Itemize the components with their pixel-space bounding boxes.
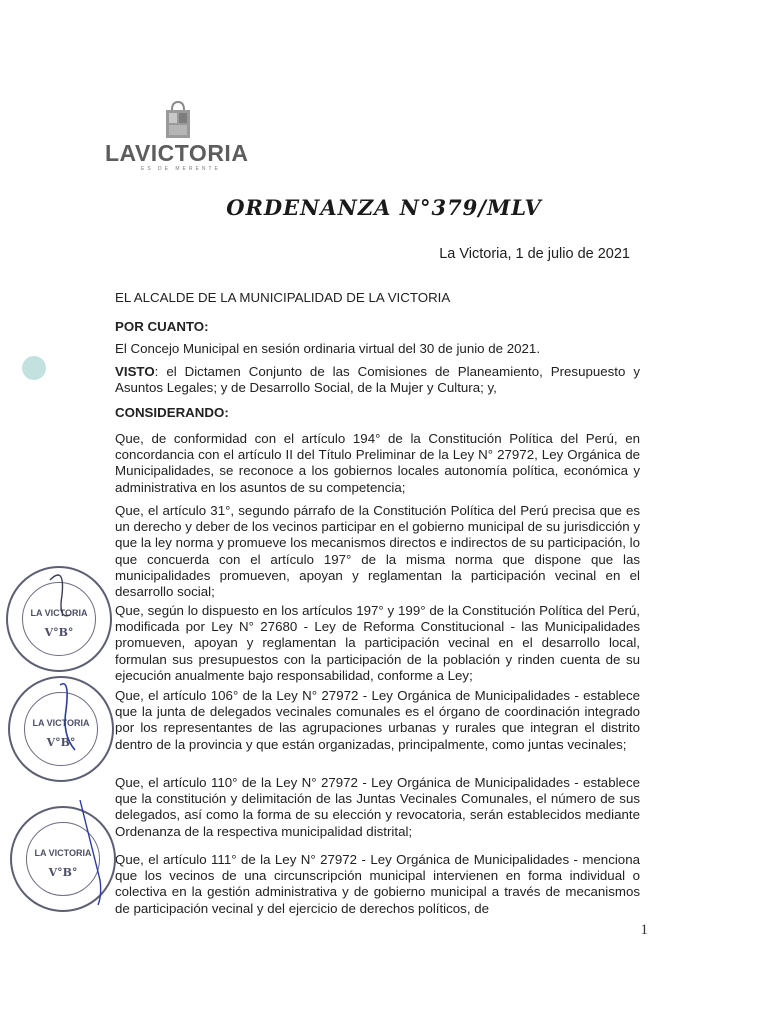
considerando-paragraph-3: Que, según lo dispuesto en los artículos 197° y 199° de la Constitución Política del Perú, modificada por Ley N° 27680 - Ley de Reforma Constitucional - las Municipalidades promueven, apoyan y reglamentan la participación vecinal en el desarrollo local, formulan sus presupuestos con la participación de la población y rinden cuenta de su ejecución anualmente bajo responsabilidad, conforme a Ley;	[115, 603, 640, 683]
stamp-name: LA VICTORIA	[32, 718, 90, 728]
stamp-name: LA VICTORIA	[34, 848, 92, 858]
logo-tagline: ES DE MERENTE	[141, 166, 221, 172]
shopping-bag-icon	[163, 100, 193, 140]
considerando-paragraph-4: Que, el artículo 106° de la Ley N° 27972 - Ley Orgánica de Municipalidades - establece que la junta de delegados vecinales comunales es el órgano de coordinación integrado por los representantes de las agrupaciones urbanas y rurales que integran el distrito dentro de la provincia y que están organizadas, principalmente, como juntas vecinales;	[115, 688, 640, 752]
stamp-name: LA VICTORIA	[30, 608, 88, 618]
considerando-heading: CONSIDERANDO:	[115, 405, 229, 420]
visto-label: VISTO	[115, 364, 155, 379]
considerando-paragraph-1: Que, de conformidad con el artículo 194° de la Constitución Política del Perú, en concordancia con el artículo II del Título Preliminar de la Ley N° 27972, Ley Orgánica de Municipalidades, se reconoce a los gobiernos locales autonomía política, económica y administrativa en los asuntos de su competencia;	[115, 431, 640, 495]
page-number: 1	[640, 922, 648, 938]
por-cuanto-heading: POR CUANTO:	[115, 319, 209, 334]
stamp-vobo: V°B°	[48, 866, 78, 879]
stamp-vobo: V°B°	[46, 736, 76, 749]
document-title: ORDENANZA N°379/MLV	[226, 195, 542, 220]
signature-scribbles	[40, 560, 120, 920]
authority-line: EL ALCALDE DE LA MUNICIPALIDAD DE LA VICTORIA	[115, 290, 451, 305]
considerando-paragraph-2: Que, el artículo 31°, segundo párrafo de la Constitución Política del Perú precisa que es un derecho y deber de los vecinos participar en el gobierno municipal de su jurisdicción y que la ley norma y promueve los mecanismos directos e indirectos de su participación, lo que concuerda con el artículo 197° de la misma norma que dispone que las municipalidades promueven, apoyan y reglamentan la participación vecinal en el desarrollo social;	[115, 503, 640, 600]
visto-text: : el Dictamen Conjunto de las Comisiones de Planeamiento, Presupuesto y Asuntos Legales; y de Desarrollo Social, de la Mujer y Cultura; y,	[115, 364, 640, 396]
document-date: La Victoria, 1 de julio de 2021	[439, 246, 630, 262]
considerando-paragraph-6: Que, el artículo 111° de la Ley N° 27972 - Ley Orgánica de Municipalidades - menciona que los vecinos de una circunscripción municipal intervienen en forma individual o colectiva en la gestión administrativa y de gobierno municipal a través de mecanismos de participación vecinal y del ejercicio de derechos políticos, de	[115, 852, 640, 916]
logo-wordmark: LAVICTORIA	[105, 140, 249, 166]
visto-paragraph	[115, 364, 640, 396]
municipality-logo	[105, 100, 255, 170]
stamp-vobo: V°B°	[44, 626, 74, 639]
considerando-paragraph-5: Que, el artículo 110° de la Ley N° 27972 - Ley Orgánica de Municipalidades - establece que la constitución y delimitación de las Juntas Vecinales Comunales, el número de sus delegados, así como la forma de su elección y revocatoria, serán establecidos mediante Ordenanza de la respectiva municipalidad distrital;	[115, 775, 640, 839]
punch-hole-mark	[22, 356, 46, 380]
por-cuanto-text: El Concejo Municipal en sesión ordinaria virtual del 30 de junio de 2021.	[115, 341, 541, 356]
